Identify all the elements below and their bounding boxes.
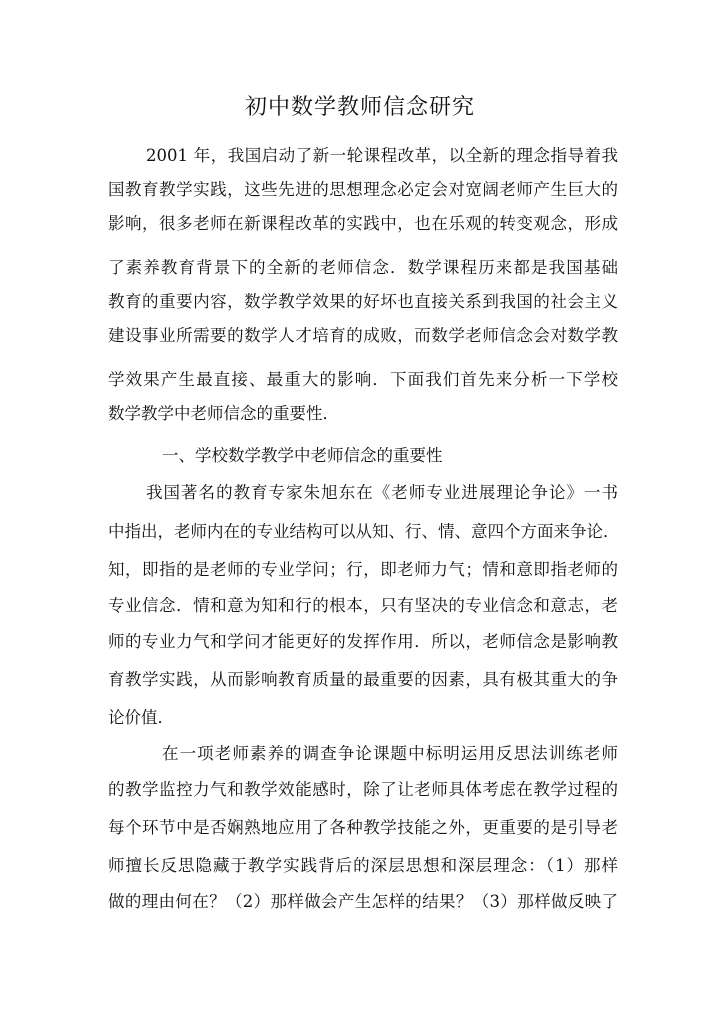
paragraph-1-line-1: 2001 年，我国启动了新一轮课程改革，以全新的理念指导着我 [146,146,618,165]
paragraph-1-line-7: 学效果产生最直接、最重大的影响．下面我们首先来分析一下学校 [108,370,618,389]
paragraph-2-line-4: 专业信念．情和意为知和行的根本，只有坚决的专业信念和意志，老 [108,596,618,615]
paragraph-1-line-2: 国教育教学实践，这些先进的思想理念必定会对宽阔老师产生巨大的 [108,180,618,199]
paragraph-3-line-3: 每个环节中是否娴熟地应用了各种教学技能之外，更重要的是引导老 [108,818,618,837]
paragraph-3-line-2: 的教学监控力气和教学效能感时，除了让老师具体考虑在教学过程的 [108,780,618,799]
paragraph-2-line-7: 论价值． [108,708,174,727]
section-heading-1: 一、学校数学教学中老师信念的重要性 [162,446,443,465]
paragraph-2-line-1: 我国著名的教育专家朱旭东在《老师专业进展理论争论》一书 [146,483,618,502]
paragraph-1-line-6: 建设事业所需要的数学人才培育的成败，而数学老师信念会对数学教 [108,326,618,345]
paragraph-1-line-4: 了素养教育背景下的全新的老师信念．数学课程历来都是我国基础 [108,258,618,277]
document-title: 初中数学教师信念研究 [244,95,475,120]
paragraph-1-line-3: 影响，很多老师在新课程改革的实践中，也在乐观的转变观念，形成 [108,214,618,233]
paragraph-3-line-5: 做的理由何在？（2）那样做会产生怎样的结果？（3）那样做反映了 [108,892,618,911]
paragraph-2-line-5: 师的专业力气和学问才能更好的发挥作用．所以，老师信念是影响教 [108,632,618,651]
paragraph-3-line-4: 师擅长反思隐藏于教学实践背后的深层思想和深层理念：（1）那样 [108,856,618,875]
paragraph-2-line-2: 中指出，老师内在的专业结构可以从知、行、情、意四个方面来争论． [108,522,620,541]
paragraph-1-line-5: 教育的重要内容，数学教学效果的好坏也直接关系到我国的社会主义 [108,292,618,311]
paragraph-1-line-8: 数学教学中老师信念的重要性． [108,404,339,423]
paragraph-2-line-3: 知，即指的是老师的专业学问；行，即老师力气；情和意即指老师的 [108,560,618,579]
paragraph-2-line-6: 育教学实践，从而影响教育质量的最重要的因素，具有极其重大的争 [108,670,618,689]
paragraph-3-line-1: 在一项老师素养的调查争论课题中标明运用反思法训练老师 [162,744,618,763]
